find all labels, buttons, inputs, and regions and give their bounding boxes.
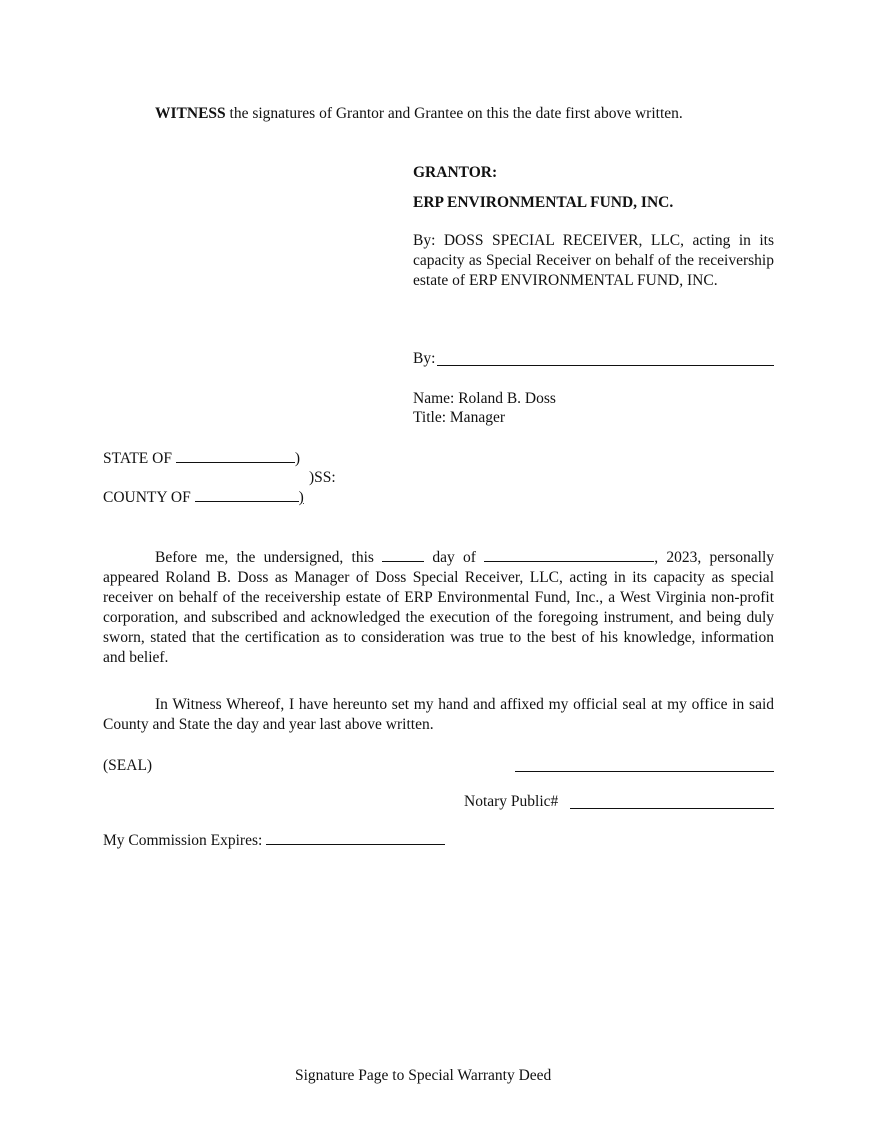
page-footer: Signature Page to Special Warranty Deed [295,1067,552,1084]
ack-part2: day of [432,549,476,566]
witness-bold-word: WITNESS [155,105,226,122]
commission-label: My Commission Expires: [103,832,263,849]
witness-rest: the signatures of Grantor and Grantee on this the date first above written. [229,105,683,122]
notary-public-label: Notary Public# [464,793,559,810]
ss-marker: )SS: [309,469,336,486]
grantor-signature-line [437,365,774,366]
commission-expires-line [103,830,445,851]
state-of-line [103,448,300,469]
grantor-title: Title: Manager [413,409,505,426]
county-paren: ) [298,489,304,506]
witness-whereof-paragraph: In Witness Whereof, I have hereunto set my hand and affixed my official seal at my office in said County and State the day and year last above written. [103,696,774,733]
witness-statement [155,104,683,124]
county-label: COUNTY OF [103,489,191,506]
acknowledgment-paragraph [103,547,774,668]
state-paren: ) [294,450,300,467]
ack-month-blank [484,547,654,562]
notary-number-line [570,808,774,809]
state-blank [176,448,295,463]
ack-part1: Before me, the undersigned, this [155,549,374,566]
grantor-by-label: By: [413,350,436,367]
ack-part3: , 2023, personally appeared Roland B. Doss as Manager of Doss Special Receiver, LLC, acting in its capacity as special receiver on behalf of the receivership estate of ERP Environmental Fund, Inc., a West Virginia non-profit corporation, and subscribed and acknowledged the execution of the foregoing instrument, and being duly sworn, stated that the certification as to consideration was true to the best of his knowledge, information and belief. [103,549,775,666]
state-label: STATE OF [103,450,172,467]
county-of-line [103,487,304,508]
county-blank [195,487,299,502]
grantor-by-clause: By: DOSS SPECIAL RECEIVER, LLC, acting in its capacity as Special Receiver on behalf of the receivership estate of ERP ENVIRONMENTAL FUND, INC. [413,232,774,289]
grantor-name: Name: Roland B. Doss [413,390,556,407]
grantor-heading: GRANTOR: [413,164,498,181]
ack-day-blank [382,547,424,562]
seal-label: (SEAL) [103,757,153,774]
notary-signature-line [515,771,774,772]
commission-blank [266,830,445,845]
grantor-company: ERP ENVIRONMENTAL FUND, INC. [413,194,674,211]
